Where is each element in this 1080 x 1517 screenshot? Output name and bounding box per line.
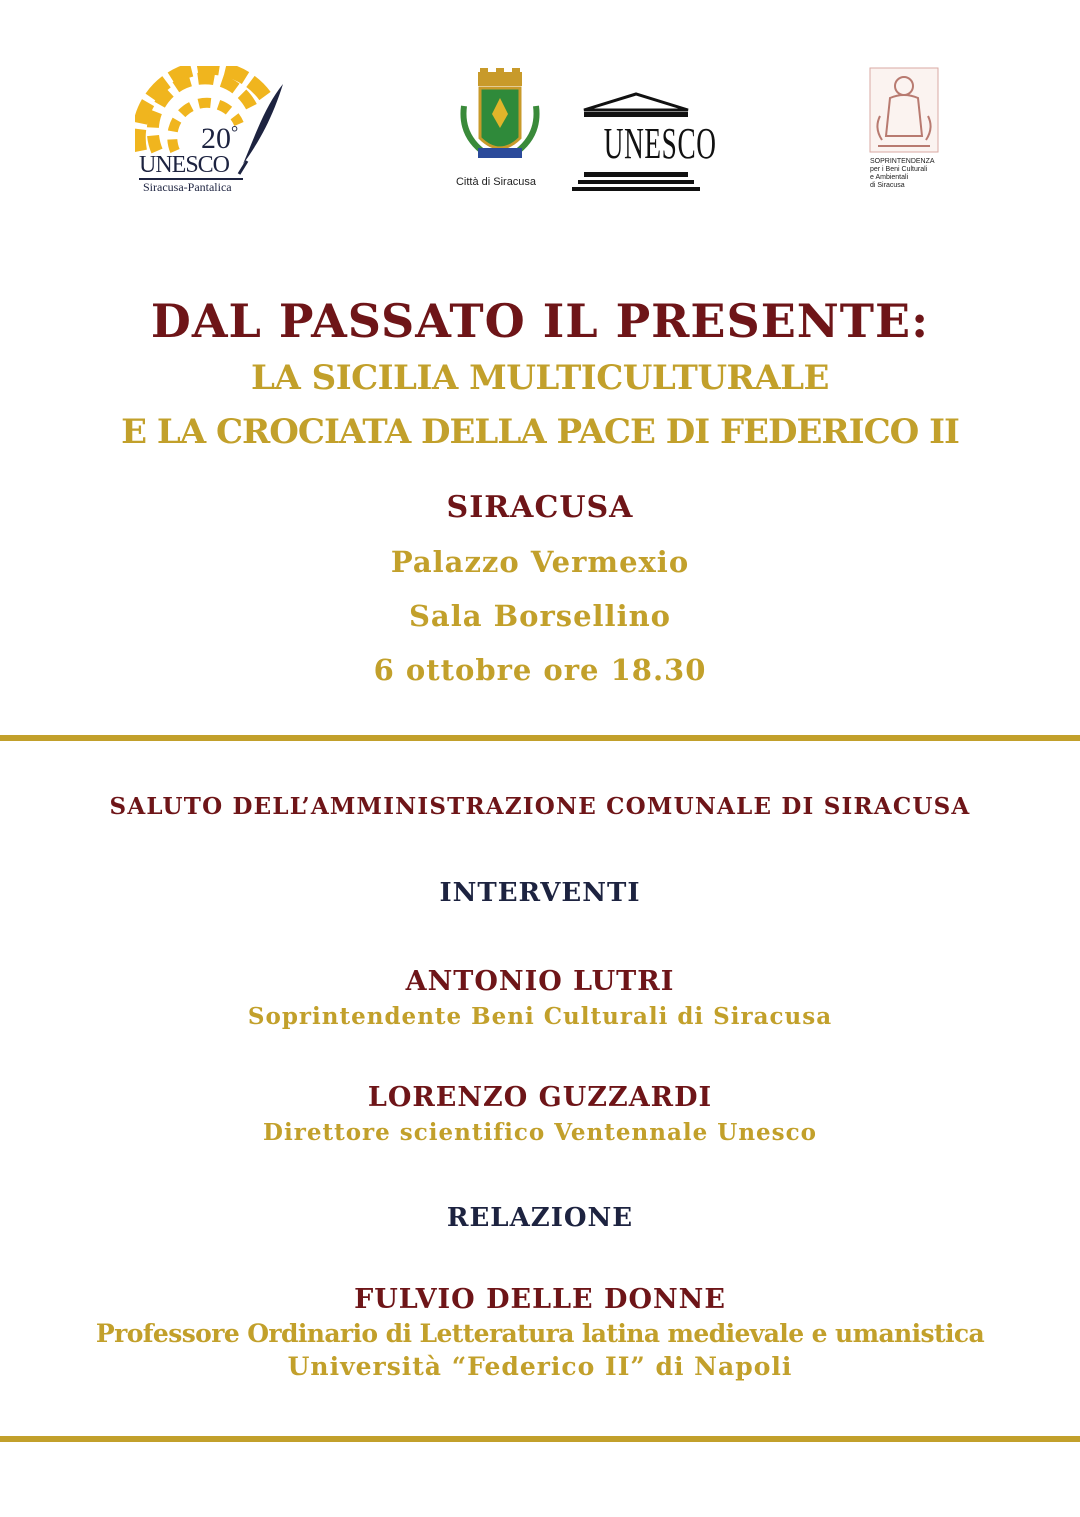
relatore-role1: Professore Ordinario di Letteratura latina medievale e umanistica <box>95 1319 985 1348</box>
title-line3: E LA CROCIATA DELLA PACE DI FEDERICO II <box>121 412 959 452</box>
coat-of-arms-icon <box>450 66 550 176</box>
relatore-name: FULVIO DELLE DONNE <box>354 1284 726 1315</box>
event-venue: Palazzo Vermexio <box>390 545 690 579</box>
speaker-1-role: Soprintendente Beni Culturali di Siracusa <box>247 1003 833 1030</box>
unesco-20-name: UNESCO <box>139 152 230 178</box>
unesco-20-number-text: 20 <box>201 122 231 155</box>
title-line1: DAL PASSATO IL PRESENTE: <box>150 294 930 348</box>
soprintendenza-line3: e Ambientali <box>870 174 909 181</box>
unesco-20-subtitle: Siracusa-Pantalica <box>143 180 232 194</box>
soprintendenza-line1: SOPRINTENDENZA <box>870 158 935 165</box>
soprintendenza-line4: di Siracusa <box>870 182 905 189</box>
unesco-20-degree: ° <box>231 122 239 142</box>
relatore-role2: Università “Federico II” di Napoli <box>287 1352 793 1381</box>
unesco-letters: UNESCO <box>603 119 717 168</box>
speaker-2-name: LORENZO GUZZARDI <box>367 1082 713 1113</box>
unesco-20-logo <box>135 66 285 196</box>
soprintendenza-caption <box>870 158 935 190</box>
event-city: SIRACUSA <box>446 490 634 525</box>
soprintendenza-line2: per i Beni Culturali <box>870 166 928 173</box>
soprintendenza-logo <box>868 66 948 196</box>
bottom-divider <box>0 1436 1080 1442</box>
citta-caption: Città di Siracusa <box>455 176 537 188</box>
greeting-line: SALUTO DELL’AMMINISTRAZIONE COMUNALE DI SIRACUSA <box>109 793 971 820</box>
statue-relief-icon <box>868 66 940 154</box>
interventi-heading: INTERVENTI <box>439 878 641 908</box>
unesco-20-number <box>201 122 238 156</box>
top-divider <box>0 735 1080 741</box>
event-room: Sala Borsellino <box>408 599 672 633</box>
relazione-heading: RELAZIONE <box>446 1203 634 1233</box>
speaker-2-role: Direttore scientifico Ventennale Unesco <box>263 1119 817 1146</box>
event-datetime: 6 ottobre ore 18.30 <box>373 653 707 687</box>
citta-di-siracusa-logo <box>450 66 550 196</box>
unesco-logo <box>570 92 717 192</box>
speaker-1-name: ANTONIO LUTRI <box>405 966 675 997</box>
title-line2: LA SICILIA MULTICULTURALE <box>251 358 829 398</box>
